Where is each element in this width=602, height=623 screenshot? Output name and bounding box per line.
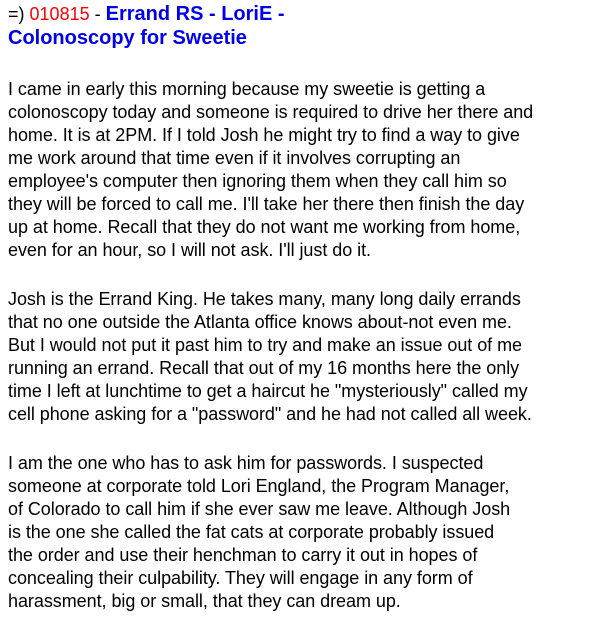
paragraph-1 [8, 78, 594, 262]
entry-title-line1: Errand RS - LoriE - [105, 3, 285, 25]
paragraph-2 [8, 288, 594, 426]
entry-code: 010815 [29, 4, 90, 24]
text-line: even for an hour, so I will not ask. I'll just do it. [8, 240, 371, 260]
text-line: I am the one who has to ask him for passwords. I suspected [8, 453, 484, 473]
text-line: But I would not put it past him to try and make an issue out of me [8, 335, 522, 355]
text-line: employee's computer then ignoring them when they call him so [8, 171, 507, 191]
entry-prefix: =) [8, 4, 25, 24]
text-line: of Colorado to call him if she ever saw me leave. Although Josh [8, 499, 511, 519]
text-line: concealing their culpability. They will engage in any form of [8, 568, 473, 588]
entry-body [8, 78, 594, 613]
paragraph-3 [8, 452, 594, 613]
text-line: time I left at lunchtime to get a haircut he "mysteriously" called my [8, 381, 528, 401]
text-line: cell phone asking for a "password" and he had not called all week. [8, 404, 532, 424]
text-line: home. It is at 2PM. If I told Josh he might try to find a way to give [8, 125, 520, 145]
text-line: someone at corporate told Lori England, the Program Manager, [8, 476, 510, 496]
text-line: the order and use their henchman to carry it out in hopes of [8, 545, 478, 565]
text-line: Josh is the Errand King. He takes many, many long daily errands [8, 289, 521, 309]
entry-separator: - [94, 4, 101, 24]
document-page [0, 2, 602, 613]
text-line: they will be forced to call me. I'll take her there then finish the day [8, 194, 525, 214]
text-line: colonoscopy today and someone is required to drive her there and [8, 102, 534, 122]
text-line: running an errand. Recall that out of my 16 months here the only [8, 358, 520, 378]
text-line: me work around that time even if it involves corrupting an [8, 148, 461, 168]
text-line: that no one outside the Atlanta office knows about-not even me. [8, 312, 512, 332]
entry-header [8, 2, 594, 50]
text-line: up at home. Recall that they do not want me working from home, [8, 217, 521, 237]
text-line: is the one she called the fat cats at corporate probably issued [8, 522, 495, 542]
entry-title-line2: Colonoscopy for Sweetie [8, 27, 247, 49]
text-line: harassment, big or small, that they can dream up. [8, 591, 401, 611]
text-line: I came in early this morning because my sweetie is getting a [8, 79, 486, 99]
